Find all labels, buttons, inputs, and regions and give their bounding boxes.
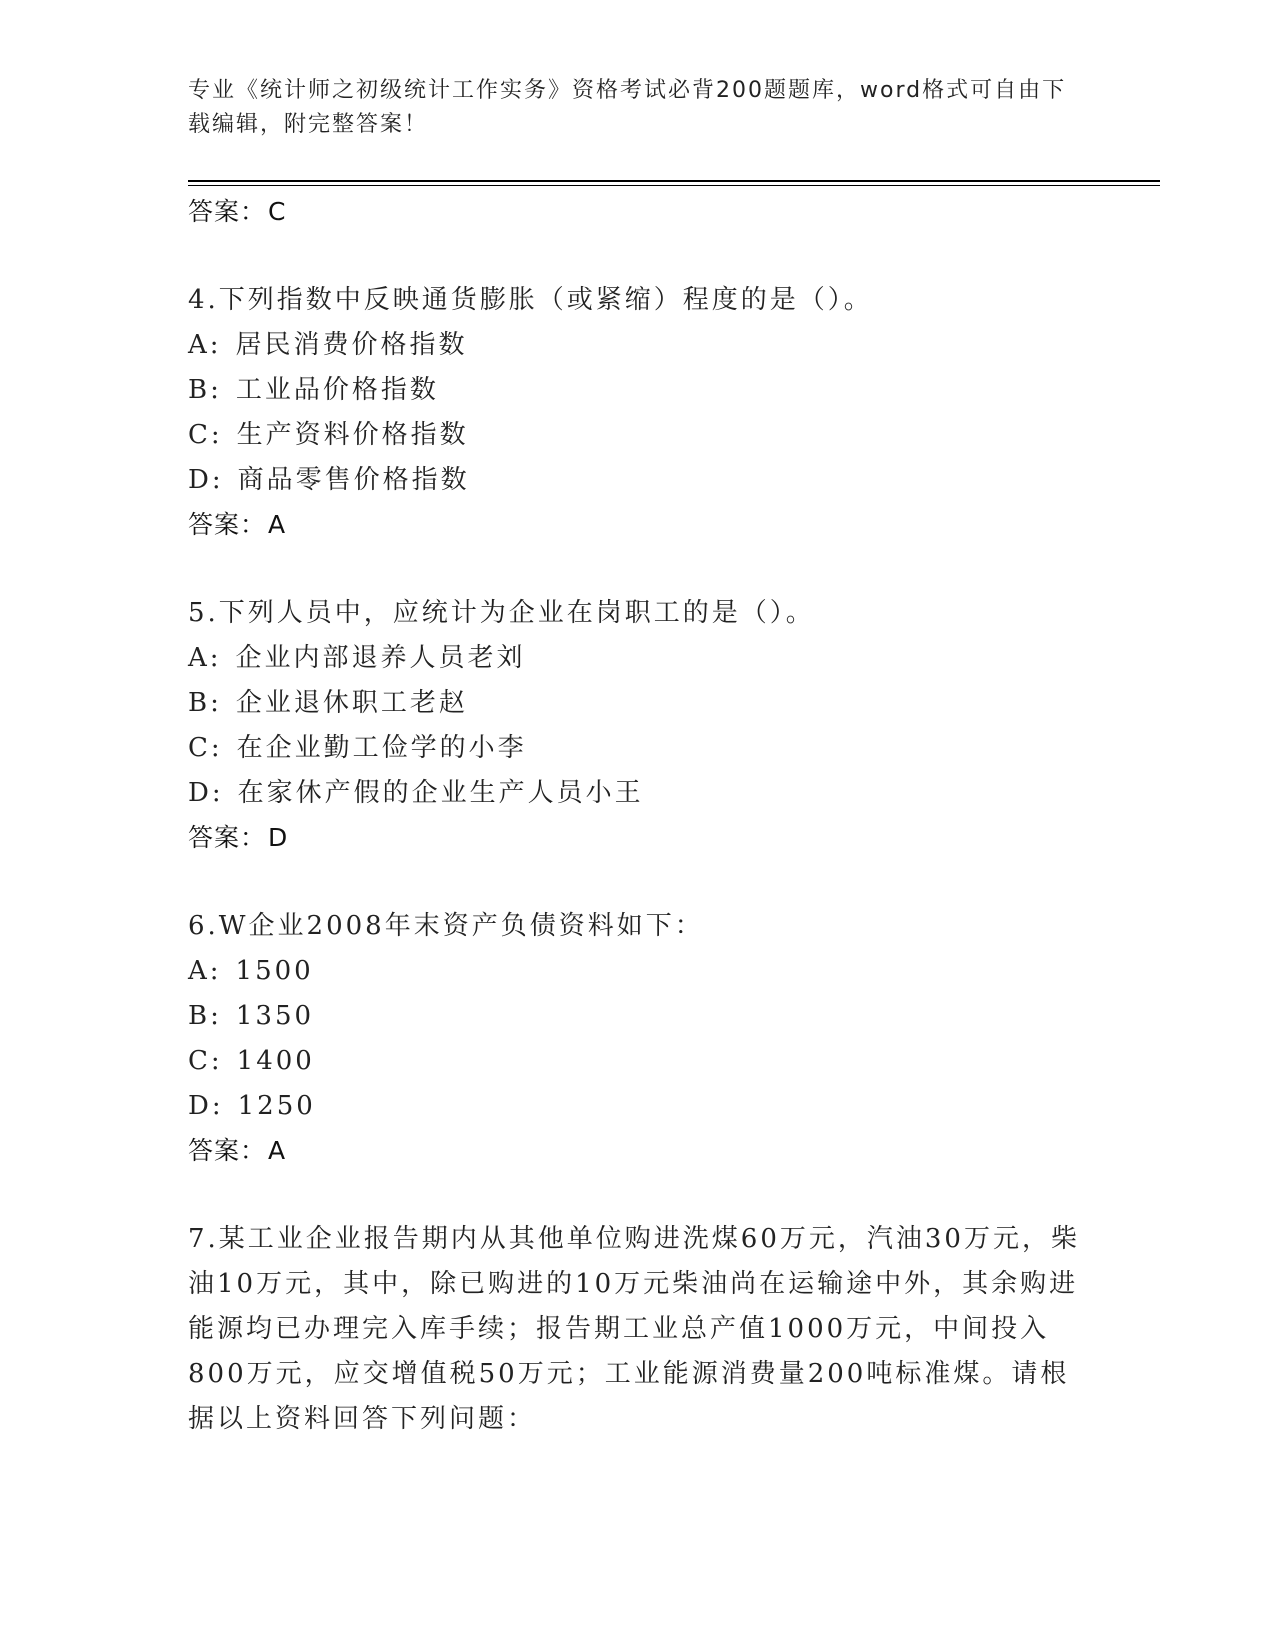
question-block bbox=[188, 591, 1088, 860]
option-a bbox=[188, 636, 1088, 681]
answer-line bbox=[188, 816, 1088, 860]
option-text: 工业品价格指数 bbox=[235, 375, 439, 405]
header-rule-thick bbox=[188, 180, 1160, 182]
option-key: B: bbox=[188, 1001, 222, 1031]
answer-label: 答案： bbox=[188, 510, 267, 539]
answer-line bbox=[188, 190, 1088, 234]
option-key: A: bbox=[188, 330, 222, 360]
answer-value: A bbox=[268, 1136, 287, 1165]
answer-line bbox=[188, 503, 1088, 547]
question-block bbox=[188, 904, 1088, 1173]
option-text: 企业退休职工老赵 bbox=[235, 688, 468, 718]
option-key: A: bbox=[188, 643, 222, 673]
option-b bbox=[188, 994, 1088, 1039]
answer-value: D bbox=[268, 823, 289, 852]
option-key: A: bbox=[188, 956, 222, 986]
option-text: 在企业勤工俭学的小李 bbox=[236, 733, 527, 763]
option-key: C: bbox=[188, 420, 223, 450]
question-list bbox=[188, 190, 1088, 1442]
option-text: 1500 bbox=[235, 956, 314, 986]
answer-label: 答案： bbox=[188, 823, 267, 852]
option-key: B: bbox=[188, 375, 222, 405]
option-text: 商品零售价格指数 bbox=[237, 465, 470, 495]
document-header: 专业《统计师之初级统计工作实务》资格考试必背200题题库，word格式可自由下载编辑，附完整答案！ bbox=[188, 78, 1067, 137]
option-d bbox=[188, 771, 1088, 816]
option-a bbox=[188, 323, 1088, 368]
option-text: 企业内部退养人员老刘 bbox=[235, 643, 526, 673]
question-text: 7.某工业企业报告期内从其他单位购进洗煤60万元，汽油30万元，柴油10万元，其中，除已购进的10万元柴油尚在运输途中外，其余购进能源均已办理完入库手续；报告期工业总产值1000万元，中间投入800万元，应交增值税50万元；工业能源消费量200吨标准煤。请根据以上资料回答下列问题： bbox=[188, 1224, 1080, 1434]
option-text: 居民消费价格指数 bbox=[235, 330, 468, 360]
option-text: 1400 bbox=[236, 1046, 315, 1076]
question-block bbox=[188, 278, 1088, 547]
option-key: B: bbox=[188, 688, 222, 718]
option-a bbox=[188, 949, 1088, 994]
option-key: C: bbox=[188, 733, 223, 763]
option-b bbox=[188, 681, 1088, 726]
question-block bbox=[188, 1217, 1088, 1442]
option-b bbox=[188, 368, 1088, 413]
option-key: D: bbox=[188, 778, 224, 808]
option-d bbox=[188, 1084, 1088, 1129]
option-c bbox=[188, 1039, 1088, 1084]
question-text: 5.下列人员中，应统计为企业在岗职工的是（）。 bbox=[188, 598, 815, 628]
option-text: 1250 bbox=[237, 1091, 316, 1121]
question-text: 6.W企业2008年末资产负债资料如下： bbox=[188, 911, 704, 941]
question-text: 4.下列指数中反映通货膨胀（或紧缩）程度的是（）。 bbox=[188, 285, 873, 315]
answer-value: A bbox=[268, 510, 287, 539]
option-key: D: bbox=[188, 465, 224, 495]
option-text: 生产资料价格指数 bbox=[236, 420, 469, 450]
option-c bbox=[188, 413, 1088, 458]
answer-label: 答案： bbox=[188, 197, 267, 226]
option-key: D: bbox=[188, 1091, 224, 1121]
option-text: 在家休产假的企业生产人员小王 bbox=[237, 778, 644, 808]
answer-line bbox=[188, 1129, 1088, 1173]
answer-value: C bbox=[268, 197, 287, 226]
answer-label: 答案： bbox=[188, 1136, 267, 1165]
header-rule-thin bbox=[188, 185, 1160, 186]
option-key: C: bbox=[188, 1046, 223, 1076]
option-text: 1350 bbox=[235, 1001, 315, 1031]
option-c bbox=[188, 726, 1088, 771]
option-d bbox=[188, 458, 1088, 503]
